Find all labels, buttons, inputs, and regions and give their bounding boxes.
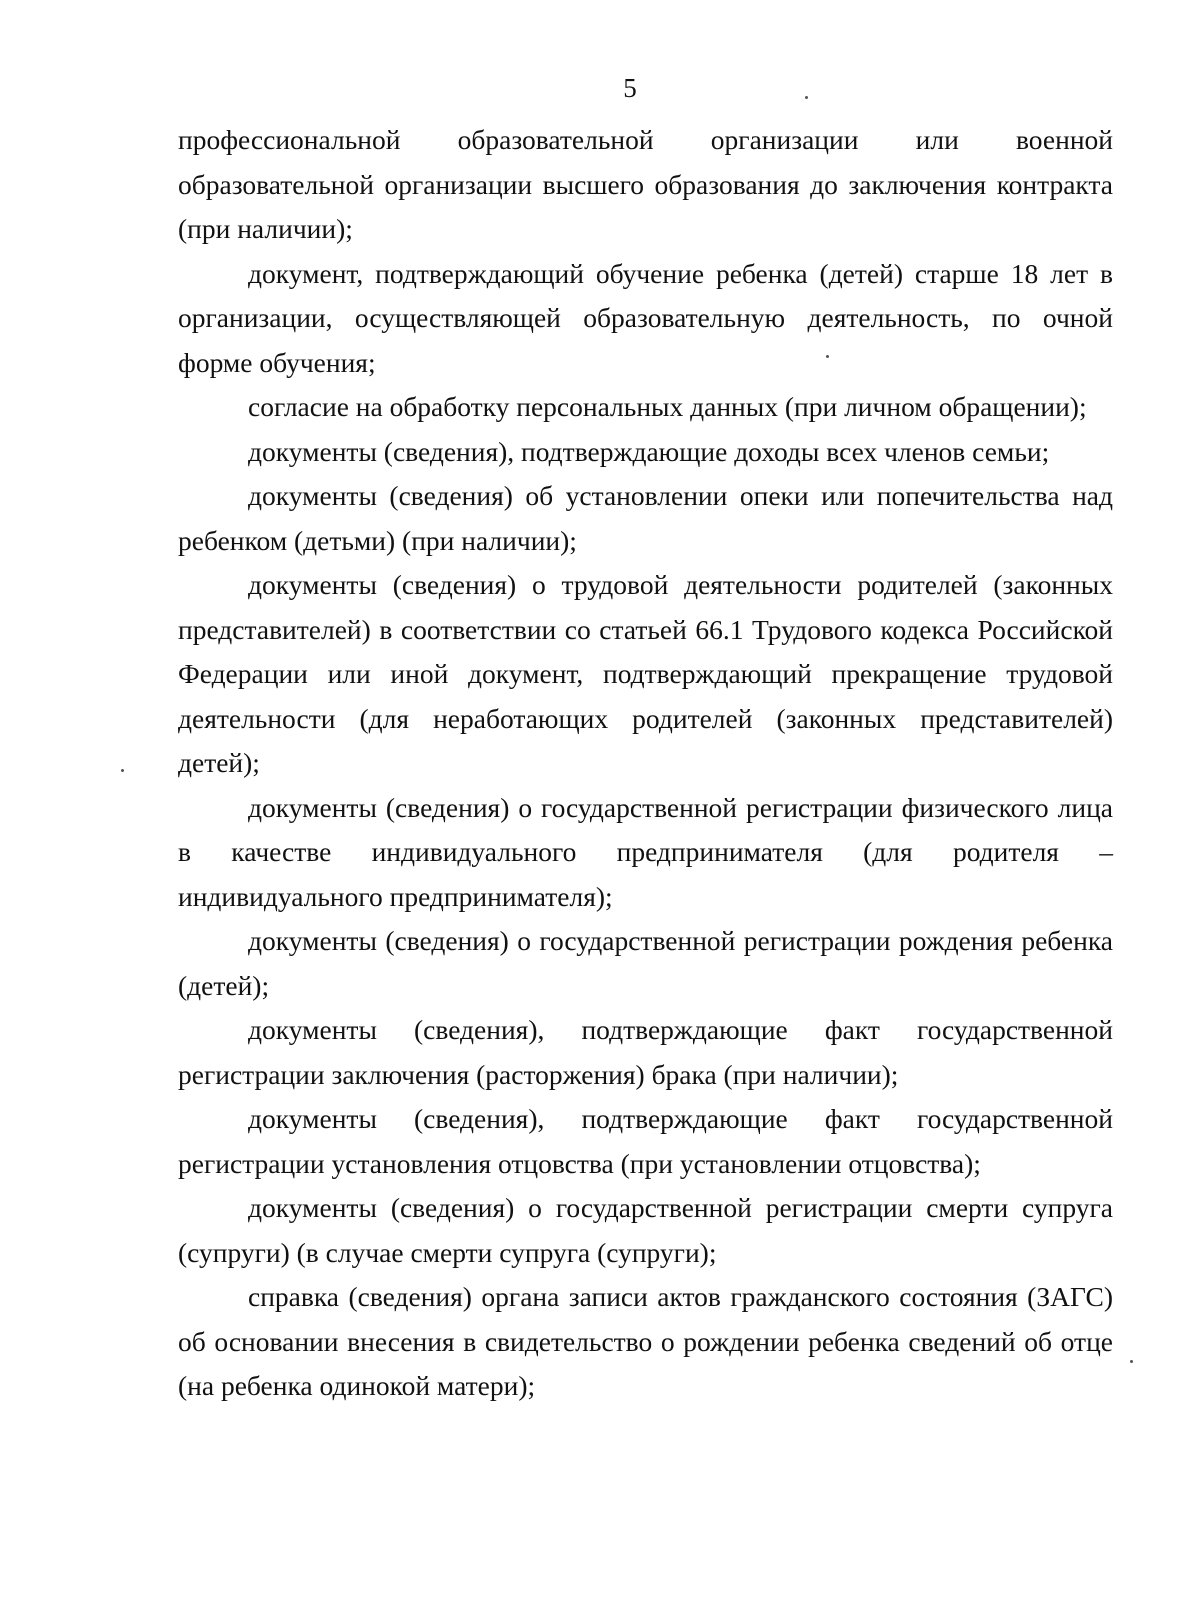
paragraph-9: документы (сведения), подтверждающие факт государственной регистрации заключения (расторжения) брака (при наличии);	[178, 1014, 1113, 1090]
paragraph-10: документы (сведения), подтверждающие факт государственной регистрации установления отцовства (при установлении отцовства);	[178, 1103, 1113, 1179]
paragraph-8: документы (сведения) о государственной регистрации рождения ребенка (детей);	[178, 925, 1113, 1001]
paragraph-2: документ, подтверждающий обучение ребенка (детей) старше 18 лет в организации, осуществляющей образовательную деятельность, по очной форме обучения;	[178, 257, 1113, 378]
scan-speck	[1130, 1360, 1133, 1363]
paragraph-11: документы (сведения) о государственной регистрации смерти супруга (супруги) (в случае смерти супруга (супруги);	[178, 1192, 1113, 1268]
scan-speck	[121, 769, 124, 772]
paragraph-5: документы (сведения) об установлении опеки или попечительства над ребенком (детьми) (при наличии);	[178, 480, 1113, 556]
paragraph-6: документы (сведения) о трудовой деятельности родителей (законных представителей) в соответствии со статьей 66.1 Трудового кодекса Российской Федерации или иной документ, подтверждающий прекращение трудовой деятельности (для неработающих родителей (законных представителей) детей);	[178, 569, 1113, 778]
scan-speck	[805, 96, 808, 99]
scan-speck	[826, 355, 829, 358]
paragraph-3: согласие на обработку персональных данных (при личном обращении);	[248, 391, 1087, 422]
document-body	[178, 118, 1113, 1409]
page-number: 5	[623, 73, 637, 103]
paragraph-12: справка (сведения) органа записи актов гражданского состояния (ЗАГС) об основании внесения в свидетельство о рождении ребенка сведений об отце (на ребенка одинокой матери);	[178, 1281, 1113, 1401]
paragraph-4: документы (сведения), подтверждающие доходы всех членов семьи;	[248, 435, 1050, 467]
paragraph-7: документы (сведения) о государственной регистрации физического лица в качестве индивидуального предпринимателя (для родителя – индивидуального предпринимателя);	[178, 791, 1113, 912]
paragraph-1: профессиональной образовательной организации или военной образовательной организации высшего образования до заключения контракта (при наличии);	[178, 124, 1113, 244]
